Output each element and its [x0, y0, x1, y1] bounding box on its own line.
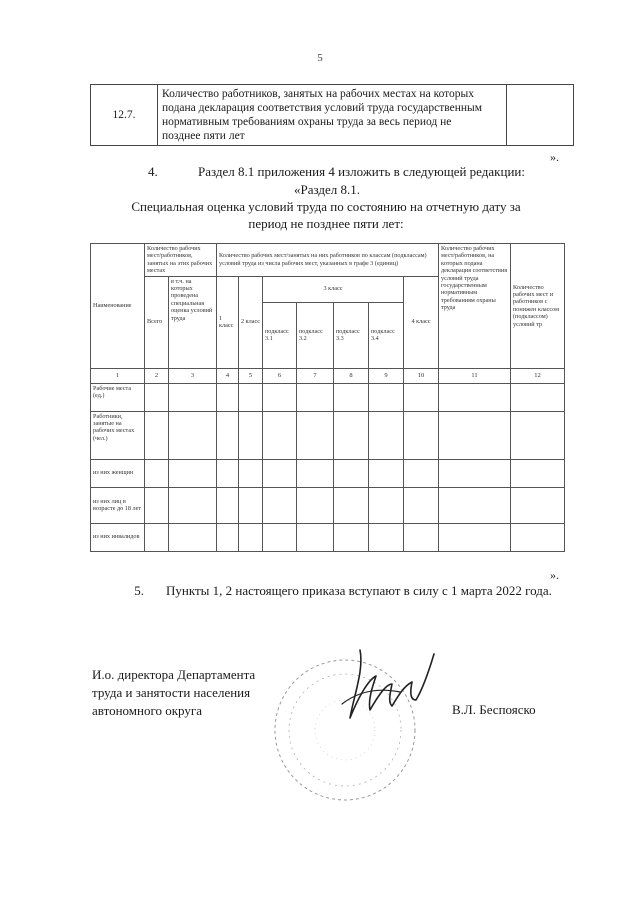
signatory-line: И.о. директора Департамента — [92, 667, 256, 682]
header-declaration: Количество рабочих мест/работников, на которых подана декларация соответствия условий труда государственным нормативным требованиям охраны труда — [439, 244, 511, 369]
closing-quote: ». — [550, 568, 559, 582]
item-text-line: позднее пяти лет — [162, 130, 245, 142]
col-number: 6 — [263, 368, 297, 383]
item-text-line: Количество работников, занятых на рабочих местах на которых — [162, 88, 475, 100]
col-number: 11 — [439, 368, 511, 383]
item-value-cell — [507, 85, 574, 146]
closing-quote: ». — [550, 150, 559, 164]
col-number: 12 — [511, 368, 565, 383]
section-number: 4. — [148, 164, 158, 179]
item-text-line: нормативным требованиям охраны труда за весь период не — [162, 116, 452, 128]
section-text: Пункты 1, 2 настоящего приказа вступают в силу с 1 марта 2022 года. — [166, 583, 552, 598]
header-class-3: 3 класс — [263, 276, 404, 302]
col-number: 1 — [91, 368, 145, 383]
razdel-title: «Раздел 8.1. — [294, 182, 361, 197]
header-sub-3-3: подкласс 3.3 — [334, 302, 369, 368]
signatory-line: труда и занятости населения — [92, 685, 251, 700]
header-sub-3-2: подкласс 3.2 — [297, 302, 334, 368]
header-total: Всего — [145, 276, 169, 368]
page-number: 5 — [317, 52, 323, 64]
col-number: 9 — [369, 368, 404, 383]
header-sub-3-1: подкласс 3.1 — [263, 302, 297, 368]
item-text-line: подана декларация соответствия условий труда государственным — [162, 102, 483, 114]
section-number: 5. — [134, 583, 144, 598]
header-class-2: 2 класс — [239, 276, 263, 368]
row-label: из них лиц в возрасте до 18 лет — [91, 487, 145, 523]
header-sub-3-4: подкласс 3.4 — [369, 302, 404, 368]
item-number: 12.7. — [91, 85, 158, 146]
handwritten-signature — [330, 640, 440, 730]
col-number: 8 — [334, 368, 369, 383]
header-improved: Количество рабочих мест и работников с понижен классом (подклассом) условий тр — [511, 244, 565, 369]
table-row — [91, 487, 565, 523]
section-4 — [148, 164, 525, 180]
section-5 — [92, 582, 560, 600]
col-number: 2 — [145, 368, 169, 383]
heading-line: Специальная оценка условий труда по состоянию на отчетную дату за — [131, 199, 521, 214]
table-row — [91, 383, 565, 411]
item-12-7-table — [90, 84, 574, 146]
item-text — [158, 85, 507, 146]
header-class-4: 4 класс — [404, 276, 439, 368]
assessment-table — [90, 243, 565, 552]
row-label: Работники, занятые на рабочих местах (чел.) — [91, 411, 145, 459]
table-row — [91, 411, 565, 459]
col-number: 10 — [404, 368, 439, 383]
signatory-line: автономного округа — [92, 703, 202, 718]
section-heading — [96, 198, 556, 232]
header-class-group: Количество рабочих мест/занятых на них работников по классам (подклассам) условий труда из числа рабочих мест, указанных в графе 3 (единиц) — [217, 244, 439, 277]
row-label: Рабочие места (ед.) — [91, 383, 145, 411]
col-number: 5 — [239, 368, 263, 383]
section-text: Раздел 8.1 приложения 4 изложить в следующей редакции: — [198, 164, 525, 179]
header-count-group: Количество рабочих мест/работников, занятых на этих рабочих местах — [145, 244, 217, 277]
row-label: из них женщин — [91, 459, 145, 487]
col-number: 4 — [217, 368, 239, 383]
col-number: 3 — [169, 368, 217, 383]
header-class-1: 1 класс — [217, 276, 239, 368]
table-row — [91, 459, 565, 487]
row-label: из них инвалидов — [91, 523, 145, 551]
header-name: Наименование — [91, 244, 145, 369]
signatory-name: В.Л. Беспояско — [452, 702, 536, 717]
signatory-title — [92, 666, 255, 720]
header-incl-assessed: в т.ч. на которых проведена специальная оценка условий труда — [169, 276, 217, 368]
heading-line: период не позднее пяти лет: — [248, 216, 404, 231]
table-row — [91, 523, 565, 551]
col-number: 7 — [297, 368, 334, 383]
